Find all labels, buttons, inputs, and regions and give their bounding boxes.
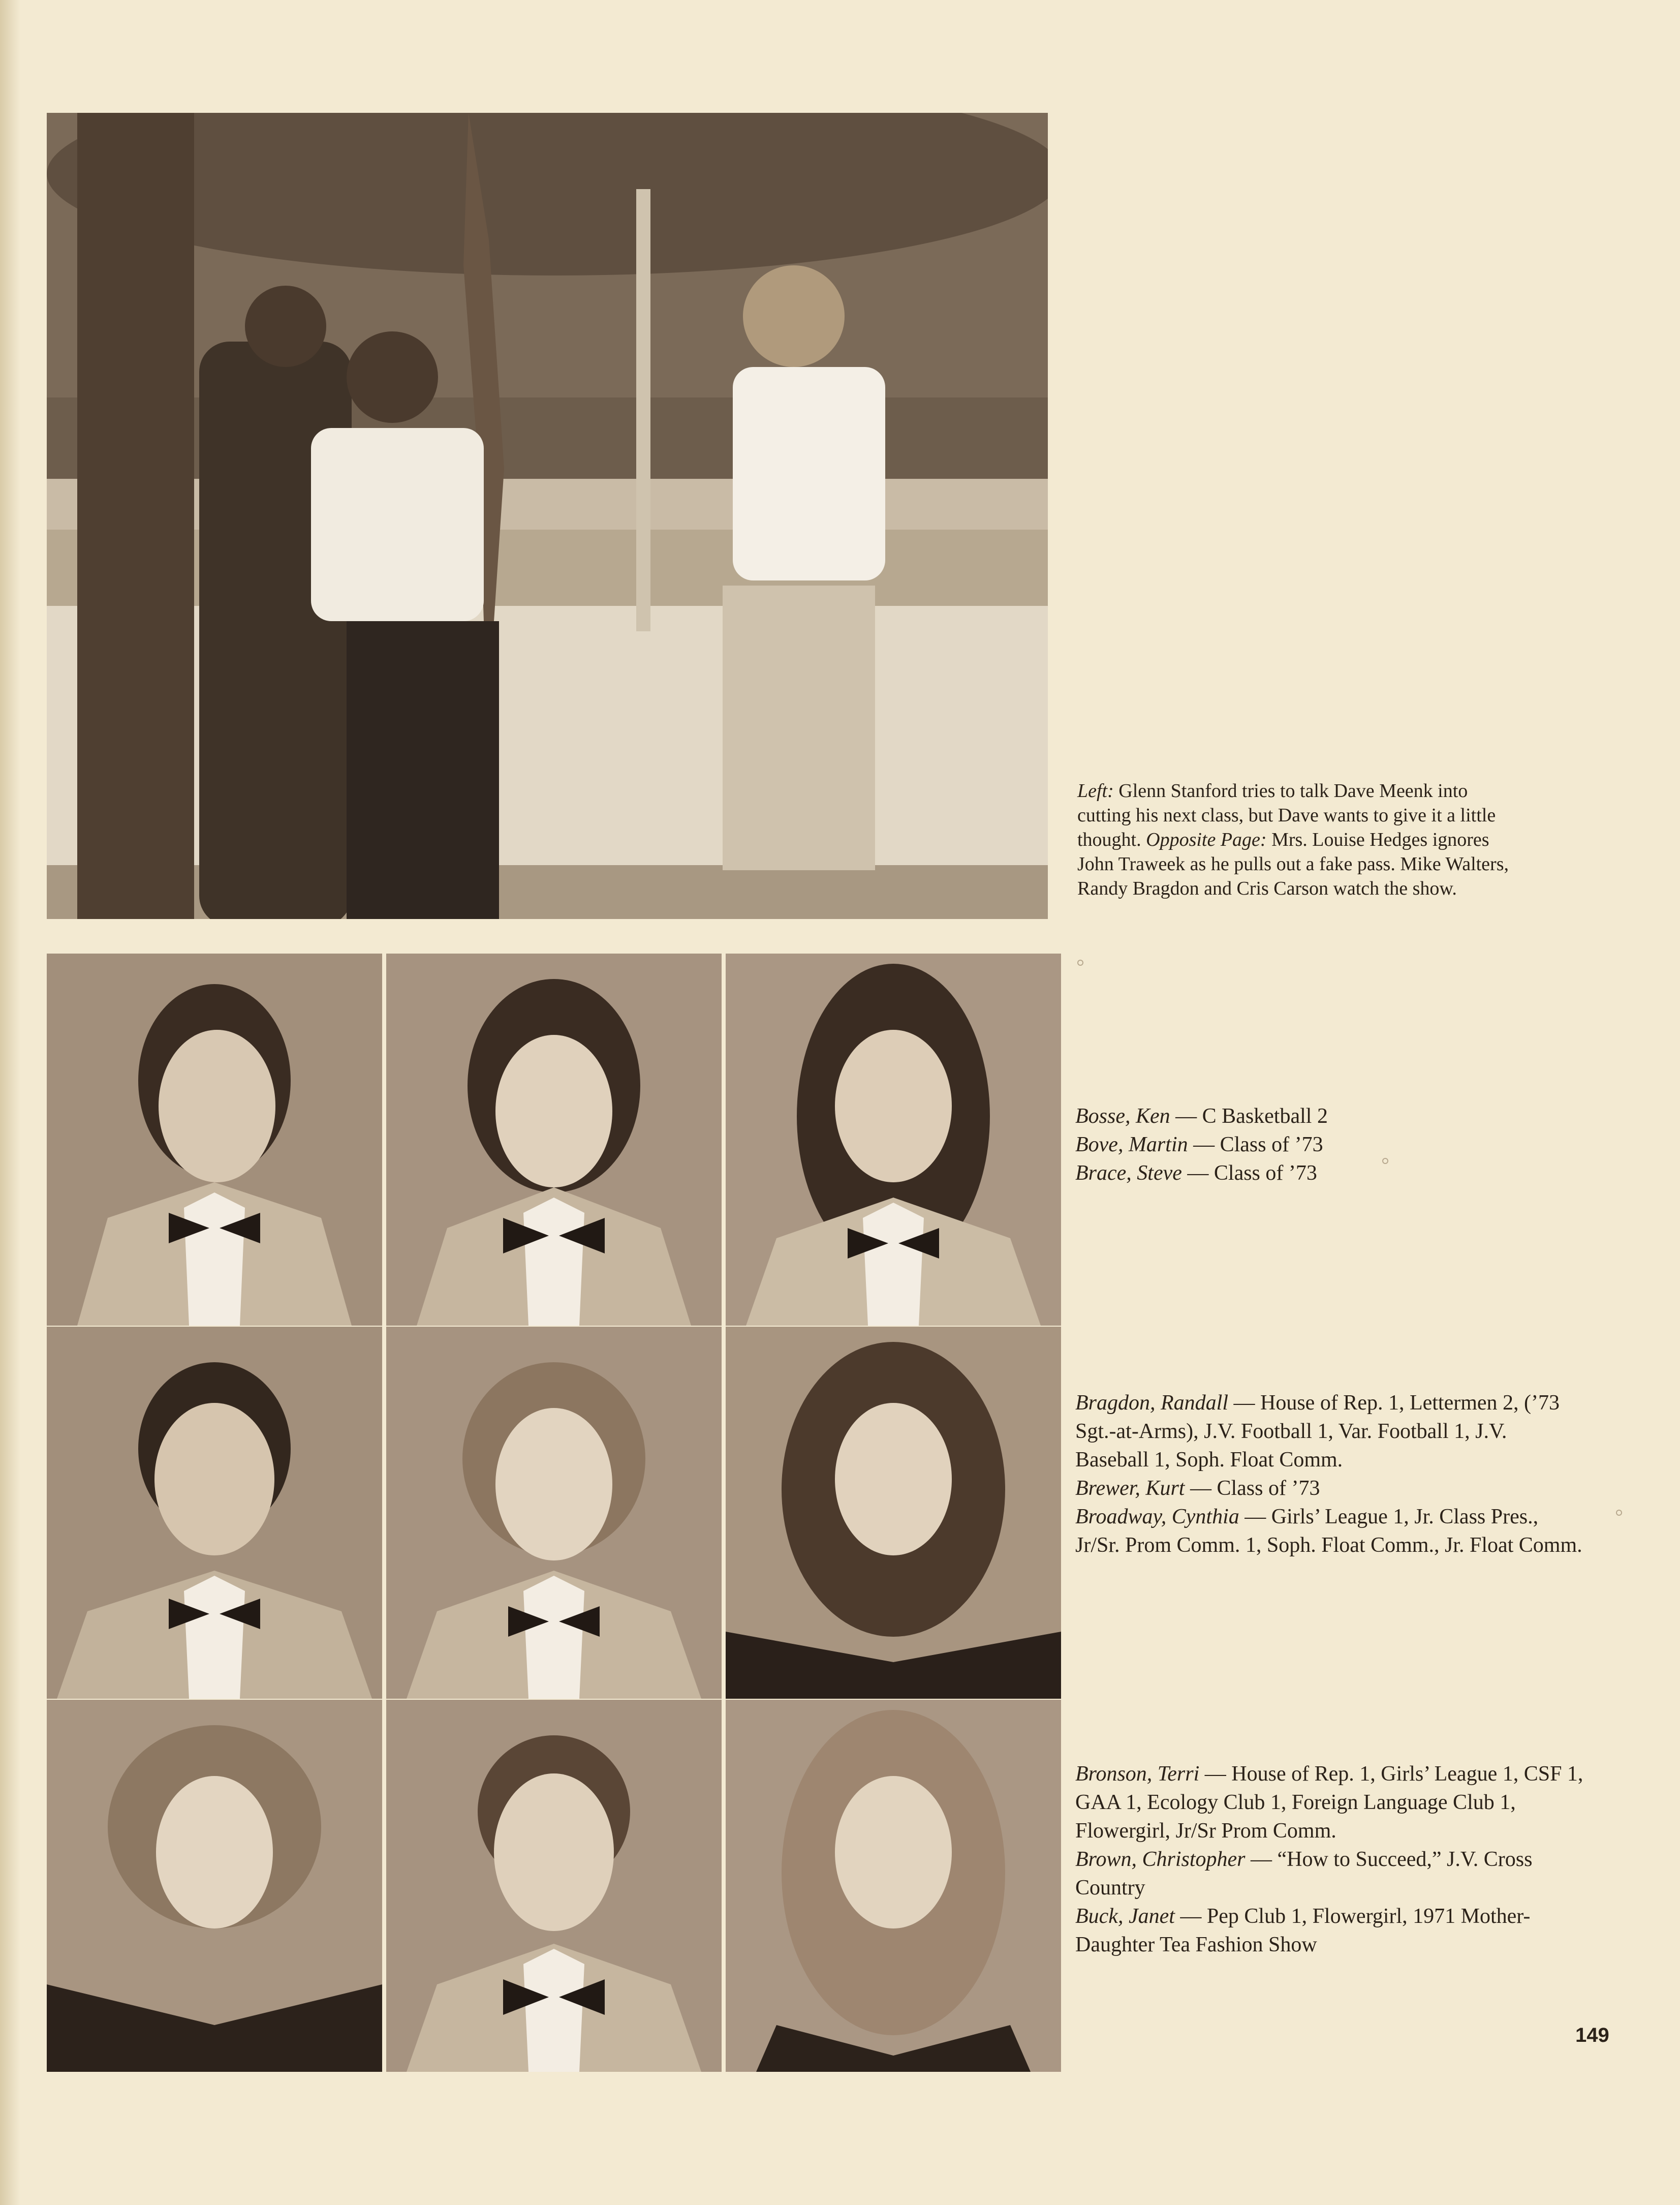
student-activities: — House of Rep. 1, Lettermen 2, (’73 Sgt.-at-Arms), J.V. Football 1, Var. Football 1, J.V. Baseball 1, Soph. Float Comm. xyxy=(1075,1391,1560,1472)
student-entries-row-3 xyxy=(1075,1760,1583,1959)
paper-speck xyxy=(1382,1158,1388,1164)
student-name: Brewer, Kurt xyxy=(1075,1477,1185,1500)
student-activities: — Girls’ League 1, Jr. Class Pres., Jr/Sr. Prom Comm. 1, Soph. Float Comm., Jr. Float Comm. xyxy=(1075,1505,1582,1557)
student-name: Bronson, Terri xyxy=(1075,1762,1200,1786)
student-entries-row-2 xyxy=(1075,1389,1583,1559)
student-name: Broadway, Cynthia xyxy=(1075,1505,1239,1528)
page-binding-edge xyxy=(0,0,20,2205)
student-name: Buck, Janet xyxy=(1075,1905,1175,1928)
student-entry xyxy=(1075,1159,1583,1187)
student-entry xyxy=(1075,1902,1583,1959)
student-activities: — Class of ’73 xyxy=(1188,1133,1323,1156)
student-entry xyxy=(1075,1130,1583,1159)
student-entry xyxy=(1075,1102,1583,1130)
student-entry xyxy=(1075,1503,1583,1559)
student-entry xyxy=(1075,1474,1583,1503)
caption-left-label: Left: xyxy=(1077,780,1114,802)
portrait-brown-christopher xyxy=(386,1700,722,2072)
student-name: Bove, Martin xyxy=(1075,1133,1188,1156)
caption-left-text: Glenn Stanford tries to talk Dave Meenk into cutting his next class, but Dave wants to give it a little thought. xyxy=(1077,780,1496,850)
student-entries-row-1 xyxy=(1075,1102,1583,1187)
student-activities: — Class of ’73 xyxy=(1185,1477,1320,1500)
student-activities: — “How to Succeed,” J.V. Cross Country xyxy=(1075,1848,1533,1900)
student-name: Brace, Steve xyxy=(1075,1161,1182,1185)
student-activities: — House of Rep. 1, Girls’ League 1, CSF 1, GAA 1, Ecology Club 1, Foreign Language Club 1, Flowergirl, Jr/Sr Prom Comm. xyxy=(1075,1762,1583,1843)
portrait-bove-martin xyxy=(386,954,722,1326)
photo-caption xyxy=(1077,779,1514,901)
caption-opposite-label: Opposite Page: xyxy=(1146,829,1267,850)
caption-opposite-text: Mrs. Louise Hedges ignores John Traweek as he pulls out a fake pass. Mike Walters, Randy Bragdon and Cris Carson watch the show. xyxy=(1077,829,1509,899)
student-activities: — Pep Club 1, Flowergirl, 1971 Mother-Daughter Tea Fashion Show xyxy=(1075,1905,1531,1956)
student-entry xyxy=(1075,1389,1583,1474)
paper-speck xyxy=(1077,960,1083,966)
portrait-brace-steve xyxy=(726,954,1061,1326)
page-number: 149 xyxy=(1575,2024,1609,2046)
student-entry xyxy=(1075,1845,1583,1902)
student-name: Brown, Christopher xyxy=(1075,1848,1246,1871)
portrait-broadway-cynthia xyxy=(726,1327,1061,1699)
portrait-brewer-kurt xyxy=(386,1327,722,1699)
portrait-buck-janet xyxy=(726,1700,1061,2072)
student-name: Bragdon, Randall xyxy=(1075,1391,1228,1415)
student-entry xyxy=(1075,1760,1583,1845)
candid-photo xyxy=(47,113,1048,919)
student-name: Bosse, Ken xyxy=(1075,1105,1170,1128)
portrait-bosse-ken xyxy=(47,954,382,1326)
student-activities: — C Basketball 2 xyxy=(1170,1105,1328,1128)
portrait-bragdon-randall xyxy=(47,1327,382,1699)
paper-speck xyxy=(1616,1510,1622,1516)
student-activities: — Class of ’73 xyxy=(1181,1161,1317,1185)
portrait-bronson-terri xyxy=(47,1700,382,2072)
